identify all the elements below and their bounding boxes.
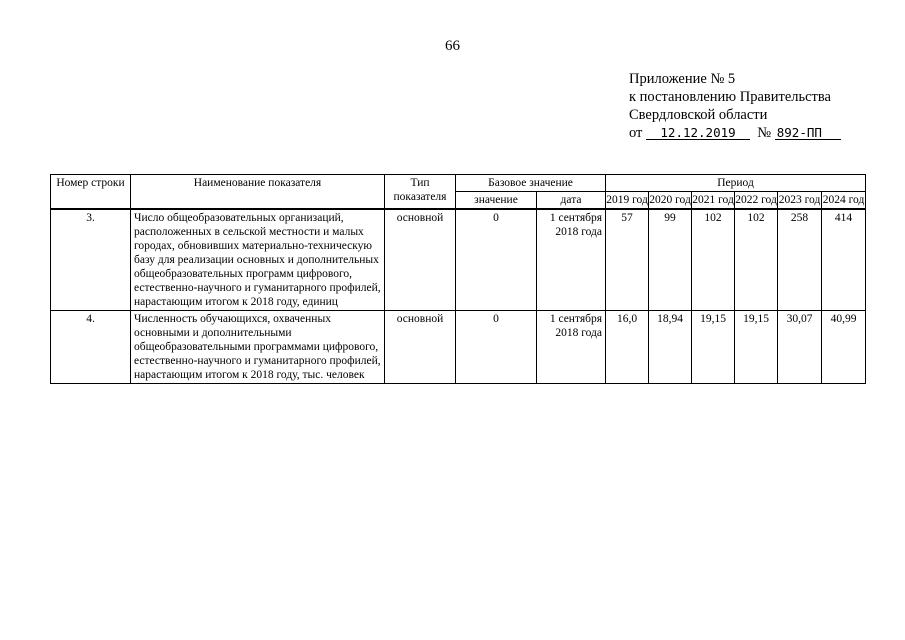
base-date: 1 сентября 2018 года: [537, 311, 606, 384]
indicators-table: [50, 174, 866, 384]
header-base-value: Базовое значение: [456, 175, 606, 192]
header-year-2024: 2024 год: [822, 192, 866, 210]
value-2022: 19,15: [735, 311, 778, 384]
header-period: Период: [606, 175, 866, 192]
header-row-number: Номер строки: [51, 175, 131, 210]
value-2021: 102: [692, 209, 735, 311]
value-2021: 19,15: [692, 311, 735, 384]
appendix-region-line: Свердловской области: [629, 107, 768, 123]
header-year-2020: 2020 год: [649, 192, 692, 210]
header-year-2021: 2021 год: [692, 192, 735, 210]
decree-number: 892-ПП: [775, 126, 841, 140]
header-value: значение: [456, 192, 537, 210]
decree-date: 12.12.2019: [646, 126, 750, 140]
value-2020: 99: [649, 209, 692, 311]
value-2019: 57: [606, 209, 649, 311]
value-2022: 102: [735, 209, 778, 311]
page-number: 66: [445, 38, 460, 54]
value-2019: 16,0: [606, 311, 649, 384]
value-2023: 30,07: [778, 311, 822, 384]
value-2024: 414: [822, 209, 866, 311]
indicator-type: основной: [385, 209, 456, 311]
header-year-2022: 2022 год: [735, 192, 778, 210]
table-row: [51, 209, 866, 311]
value-2023: 258: [778, 209, 822, 311]
table-row: [51, 311, 866, 384]
number-prefix: №: [757, 125, 772, 141]
indicator-type: основной: [385, 311, 456, 384]
appendix-decree-line: к постановлению Правительства: [629, 89, 831, 105]
header-year-2019: 2019 год: [606, 192, 649, 210]
value-2020: 18,94: [649, 311, 692, 384]
base-value: 0: [456, 311, 537, 384]
row-number: 4.: [51, 311, 131, 384]
row-number: 3.: [51, 209, 131, 311]
header-indicator-type: Тип показателя: [385, 175, 456, 210]
base-value: 0: [456, 209, 537, 311]
base-date: 1 сентября 2018 года: [537, 209, 606, 311]
appendix-title: Приложение № 5: [629, 71, 736, 87]
indicator-name: Число общеобразовательных организаций, расположенных в сельской местности и малых городах, обновивших материально-техническую базу для реализации основных и дополнительных общеобразовательных программ цифрового, естественно-научного и гуманитарного профилей, нарастающим итогом к 2018 году, единиц: [131, 209, 385, 311]
appendix-header: [629, 70, 841, 142]
appendix-date-number-line: [629, 124, 841, 142]
indicator-name: Численность обучающихся, охваченных основными и дополнительными общеобразовательными программами цифрового, естественно-научного и гуманитарного профилей, нарастающим итогом к 2018 году, тыс. человек: [131, 311, 385, 384]
header-date: дата: [537, 192, 606, 210]
value-2024: 40,99: [822, 311, 866, 384]
header-indicator-name: Наименование показателя: [131, 175, 385, 210]
from-prefix: от: [629, 125, 643, 141]
header-year-2023: 2023 год: [778, 192, 822, 210]
